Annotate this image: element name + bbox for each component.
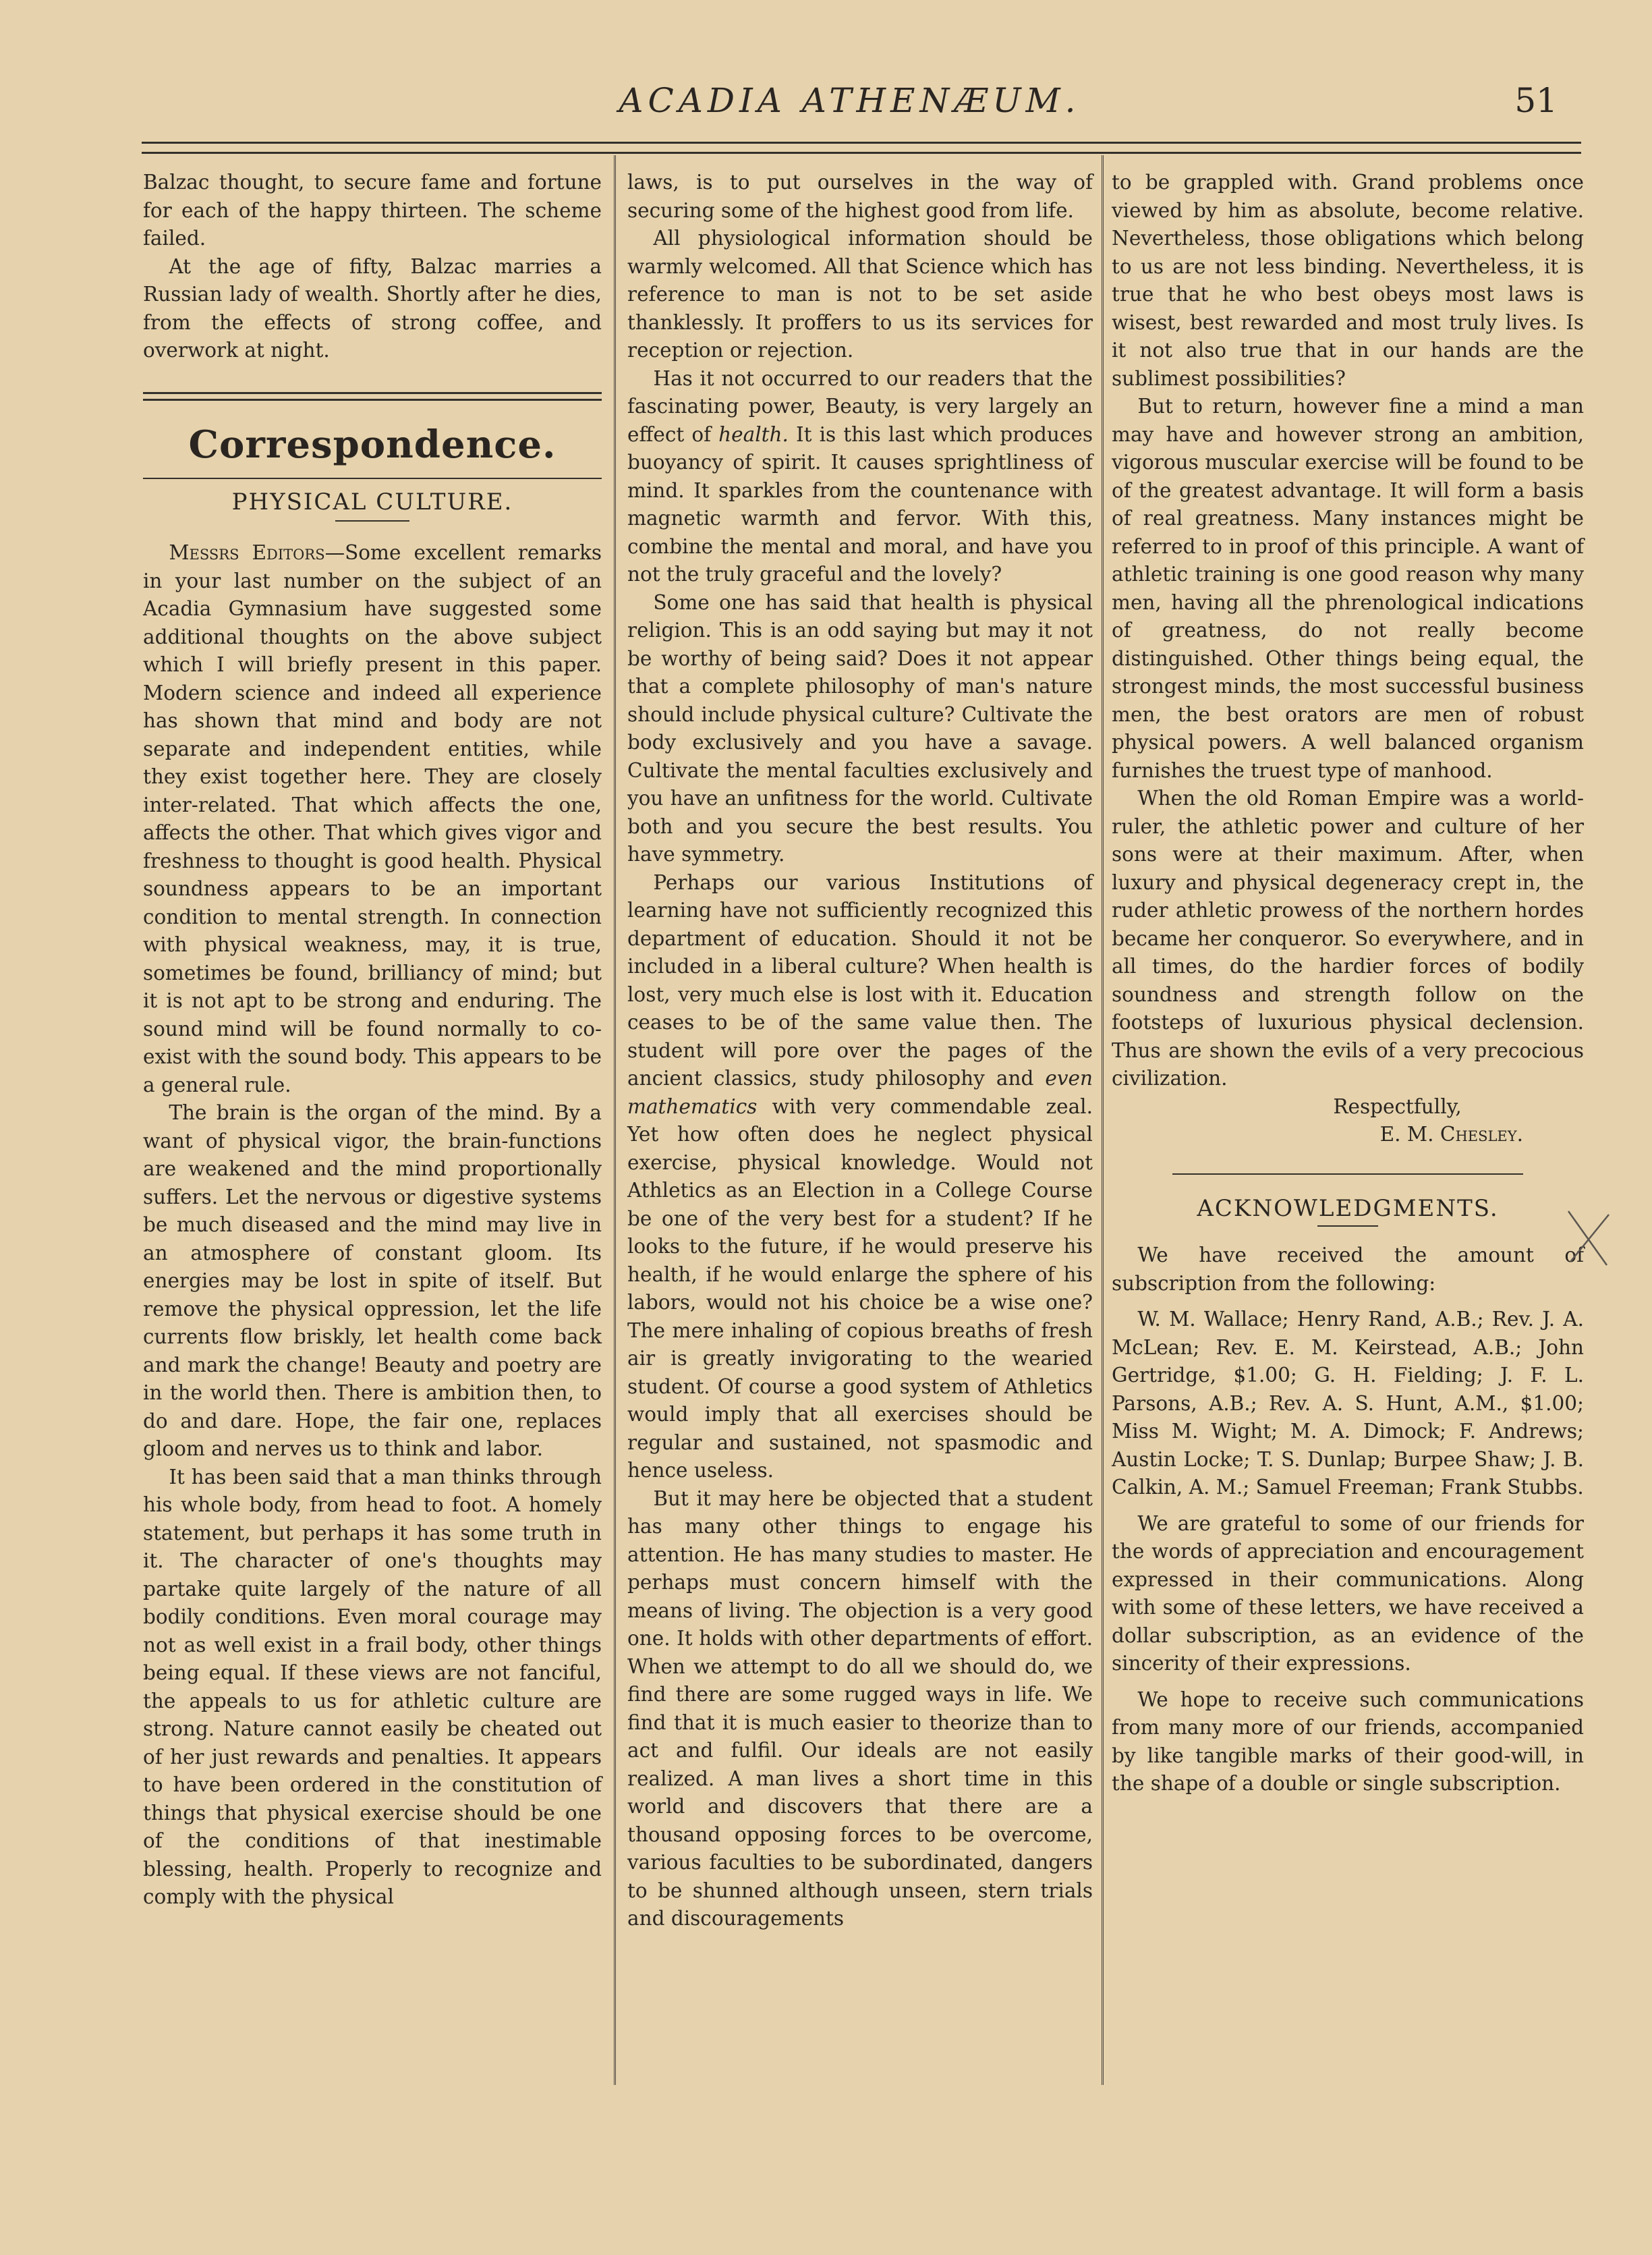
subscriber-list: W. M. Wallace; Henry Rand, A.B.; Rev. J. A. McLean; Rev. E. M. Keirstead, A.B.; John Gertridge, $1.00; G. H. Fielding; J. F. L. Parsons, A.B.; Rev. A. S. Hunt, A.M., $1.00; Miss M. Wight; M. A. Dimock; F. Andrews; Austin Locke; T. S. Dunlap; Burpee Shaw; J. B. Calkin, A. M.; Samuel Freeman; Frank Stubbs. (1112, 1308, 1584, 1499)
page-number: 51 (1514, 81, 1558, 120)
letter-paragraph-9: But it may here be objected that a student has many other things to engage his attention. He has many studies to master. He perhaps must concern himself with the means of living. The objection is a very good one. It holds with other departments of effort. When we attempt to do all we should do, we find there are some rugged ways in life. We find that it is much easier to theorize than to act and fulfil. Our ideals are not easily realized. A man lives a short time in this world and discovers that there are a thousand opposing forces to be overcome, various faculties to be subordinated, dangers to be shunned although unseen, stern trials and discouragements (627, 1486, 1093, 1930)
letter-paragraph-6: Has it not occurred to our readers that the fascinating power, Beauty, is very largely an effect of health. It is this last which produces buoyancy of spirit. It causes sprightliness of mind. It sparkles from the countenance with magnetic warmth and fervor. With this, combine the mental and moral, and have you not the truly graceful and the lovely? (627, 366, 1093, 586)
acknowledgments-title-rule (1317, 1225, 1378, 1227)
letter-paragraph-1 (143, 539, 602, 1099)
column-divider-1 (614, 155, 616, 2085)
acknowledgments-rule (1172, 1173, 1523, 1175)
letter-paragraph-5: All physiological information should be warmly welcomed. All that Science which has reference to man is not to be set aside thanklessly. It proffers to us its services for reception or rejection. (627, 227, 1093, 362)
header-rule (142, 142, 1581, 154)
letter-paragraph-1-text: —Some excellent remarks in your last number on the subject of an Acadia Gymnasium have suggested some additional thoughts on the above subject which I will briefly present in this paper. Modern science and indeed all experience has shown that mind and body are not separate and independent entities, while they exist together here. They are closely inter-related. That which affects the one, affects the other. That which gives vigor and freshness to thought is good health. Physical soundness appears to be an important condition to mental strength. In connection with physical weakness, may, it is true, sometimes be found, brilliancy of mind; but it is not apt to be strong and enduring. The sound mind will be found normally to co-exist with the sound body. This appears to be a general rule. (143, 541, 602, 1096)
ack-paragraph-4: We hope to receive such communications from many more of our friends, accompanied by like tangible marks of their good-will, in the shape of a double or single subscription. (1112, 1688, 1584, 1795)
ack-paragraph-3: We are grateful to some of our friends for the words of appreciation and encouragement expressed in their communications. Along with some of these letters, we have received a dollar subscription, as an evidence of the sincerity of their expressions. (1112, 1511, 1584, 1675)
letter-paragraph-3: It has been said that a man thinks through his whole body, from head to foot. A homely statement, but perhaps it has some truth in it. The character of one's thoughts may partake quite largely of the nature of all bodily conditions. Even moral courage may not as well exist in a frail body, other things being equal. If these views are not fanciful, the appeals to us for athletic culture are strong. Nature cannot easily be cheated out of her just rewards and penalties. It appears to have been ordered in the constitution of things that physical exercise should be one of the conditions of that inestimable blessing, health. Properly to recognize and comply with the physical (143, 1465, 602, 1908)
acknowledgments-title: ACKNOWLEDGMENTS. (1197, 1194, 1499, 1222)
title-rule (335, 520, 409, 522)
letter-paragraph-12: When the old Roman Empire was a world-ruler, the athletic power and culture of her sons were at their maximum. After, when luxury and physical degeneracy crept in, the ruder athletic prowess of the northern hordes became her conqueror. So everywhere, and in all times, do the hardier forces of bodily soundness and strength follow on the footsteps of luxurious physical declension. Thus are shown the evils of a very precocious civilization. (1112, 787, 1584, 1090)
heading-rule (143, 478, 602, 479)
section-rule (143, 392, 602, 401)
signoff: Respectfully, (1333, 1094, 1462, 1118)
italic-mathematics: even mathematics (627, 1067, 1093, 1118)
letter-paragraph-2: The brain is the organ of the mind. By a want of physical vigor, the brain-functions are weakened and the mind proportionally suffers. Let the nervous or digestive systems be much diseased and the mind may live in an atmosphere of constant gloom. Its energies may be lost in spite of itself. But remove the physical oppression, let the life currents flow briskly, let health come back and mark the change! Beauty and poetry are in the world then. There is ambition then, to do and dare. Hope, the fair one, replaces gloom and nerves us to think and labor. (143, 1101, 602, 1460)
letter-paragraph-10: to be grappled with. Grand problems once viewed by him as absolute, become relative. Nevertheless, those obligations which belong to us are not less binding. Nevertheless, it is true that he who best obeys most laws is wisest, best rewarded and most truly lives. Is it not also true that in our hands are the sublimest possibilities? (1112, 171, 1584, 390)
column-divider-2 (1102, 155, 1104, 2085)
correspondence-heading: Correspondence. (188, 422, 557, 467)
balzac-paragraph-1: Balzac thought, to secure fame and fortune for each of the happy thirteen. The scheme failed. (143, 171, 602, 250)
running-title: ACADIA ATHENÆUM. (619, 81, 1081, 120)
salutation: Messrs Editors (169, 541, 325, 564)
page-header (142, 81, 1558, 121)
letter-paragraph-11: But to return, however fine a mind a man may have and however strong an ambition, vigorous muscular exercise will be found to be of the greatest advantage. It will form a basis of real greatness. Many instances might be referred to in proof of this principle. A want of athletic training is one good reason why many men, having all the phrenological indications of greatness, do not really become distinguished. Other things being equal, the strongest minds, the most successful business men, the best orators are men of robust physical powers. A well balanced organism furnishes the truest type of manhood. (1112, 395, 1584, 782)
article-title: PHYSICAL CULTURE. (231, 488, 513, 516)
italic-health: health. (718, 422, 789, 446)
column-3 (1112, 169, 1584, 1798)
signature: E. M. Chesley. (1379, 1123, 1523, 1146)
column-2 (627, 169, 1093, 1933)
balzac-paragraph-2: At the age of fifty, Balzac marries a Russian lady of wealth. Shortly after he dies, from the effects of strong coffee, and overwork at night. (143, 254, 602, 362)
letter-paragraph-8: Perhaps our various Institutions of learning have not sufficiently recognized this department of education. Should it not be included in a liberal culture? When health is lost, very much else is lost with it. Education ceases to be of the same value then. The student will pore over the pages of the ancient classics, study philosophy and even mathematics with very commendable zeal. Yet how often does he neglect physical exercise, physical knowledge. Would not Athletics as an Election in a College Course be one of the very best for a student? If he looks to the future, if he would preserve his health, if he would enlarge the sphere of his labors, would not his choice be a wise one? The mere inhaling of copious breaths of fresh air is greatly invigorating to the wearied student. Of course a good system of Athletics would imply that all exercises should be regular and sustained, not spasmodic and hence useless. (627, 870, 1093, 1482)
column-1 (143, 169, 602, 1912)
letter-paragraph-7: Some one has said that health is physical religion. This is an odd saying but may it not be worthy of being said? Does it not appear that a complete philosophy of man's nature should include physical culture? Cultivate the body exclusively and you have a savage. Cultivate the mental faculties exclusively and you have an unfitness for the world. Cultivate both and you secure the best results. You have symmetry. (627, 590, 1093, 866)
pencil-x-mark-icon (1565, 1208, 1612, 1269)
ack-paragraph-1: We have received the amount of subscription from the following: (1112, 1244, 1584, 1295)
letter-paragraph-4: laws, is to put ourselves in the way of securing some of the highest good from life. (627, 171, 1093, 222)
